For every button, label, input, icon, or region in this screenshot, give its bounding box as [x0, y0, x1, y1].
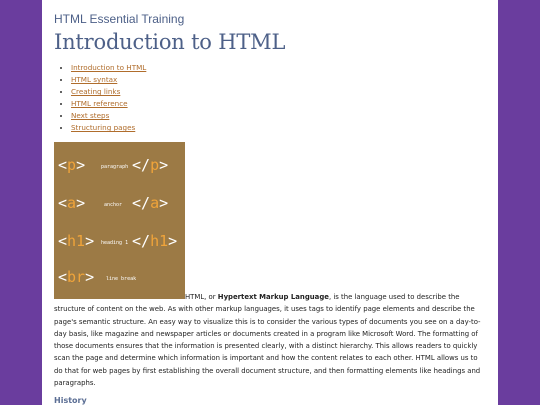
figure-row-p	[54, 152, 185, 188]
open-tag: <a>	[58, 194, 86, 212]
table-of-contents	[60, 62, 146, 134]
toc-link-syntax[interactable]: HTML syntax	[71, 75, 118, 84]
html-tags-figure	[54, 142, 185, 299]
tag-label: heading 1	[101, 240, 129, 246]
figure-row-a	[54, 190, 185, 226]
toc-link-next-steps[interactable]: Next steps	[71, 111, 110, 120]
figure-row-h1	[54, 228, 185, 264]
tag-label: paragraph	[101, 164, 129, 170]
course-title: HTML Essential Training	[54, 12, 185, 26]
page-content	[42, 0, 498, 405]
close-tag: </p>	[132, 156, 169, 174]
page-title: Introduction to HTML	[54, 30, 286, 54]
toc-item	[71, 74, 146, 86]
toc-item	[71, 122, 146, 134]
tag-label: line break	[106, 276, 137, 282]
toc-item	[71, 98, 146, 110]
open-tag: <br>	[58, 268, 95, 286]
open-tag: <p>	[58, 156, 86, 174]
toc-link-reference[interactable]: HTML reference	[71, 99, 128, 108]
section-heading-history: History	[54, 396, 87, 405]
close-tag: </a>	[132, 194, 169, 212]
term-bold: Hypertext Markup Language	[217, 293, 329, 301]
intro-paragraph: HTML, or Hypertext Markup Language, is the language used to describe the structure of content on the web. As with other markup languages, it uses tags to identify page elements and describe the page's semantic structure. An easy way to visualize this is to consider the various types of documents you see on a day-to-day basis, like magazine and newspaper articles or documents created in a program like Microsoft Word. The formatting of those documents ensures that the information is presented clearly, with a distinct hierarchy. This allows readers to quickly scan the page and determine which information is important and how the content relates to each other. HTML allows us to do that for web pages by first establishing the overall document structure, and then formatting elements like headings and paragraphs.	[54, 293, 481, 388]
tag-label: anchor	[104, 202, 123, 208]
close-tag: </h1>	[132, 232, 178, 250]
toc-item	[71, 110, 146, 122]
toc-link-creating-links[interactable]: Creating links	[71, 87, 121, 96]
toc-item	[71, 86, 146, 98]
toc-item	[71, 62, 146, 74]
toc-link-structuring[interactable]: Structuring pages	[71, 123, 136, 132]
toc-link-introduction[interactable]: Introduction to HTML	[71, 63, 147, 72]
open-tag: <h1>	[58, 232, 95, 250]
